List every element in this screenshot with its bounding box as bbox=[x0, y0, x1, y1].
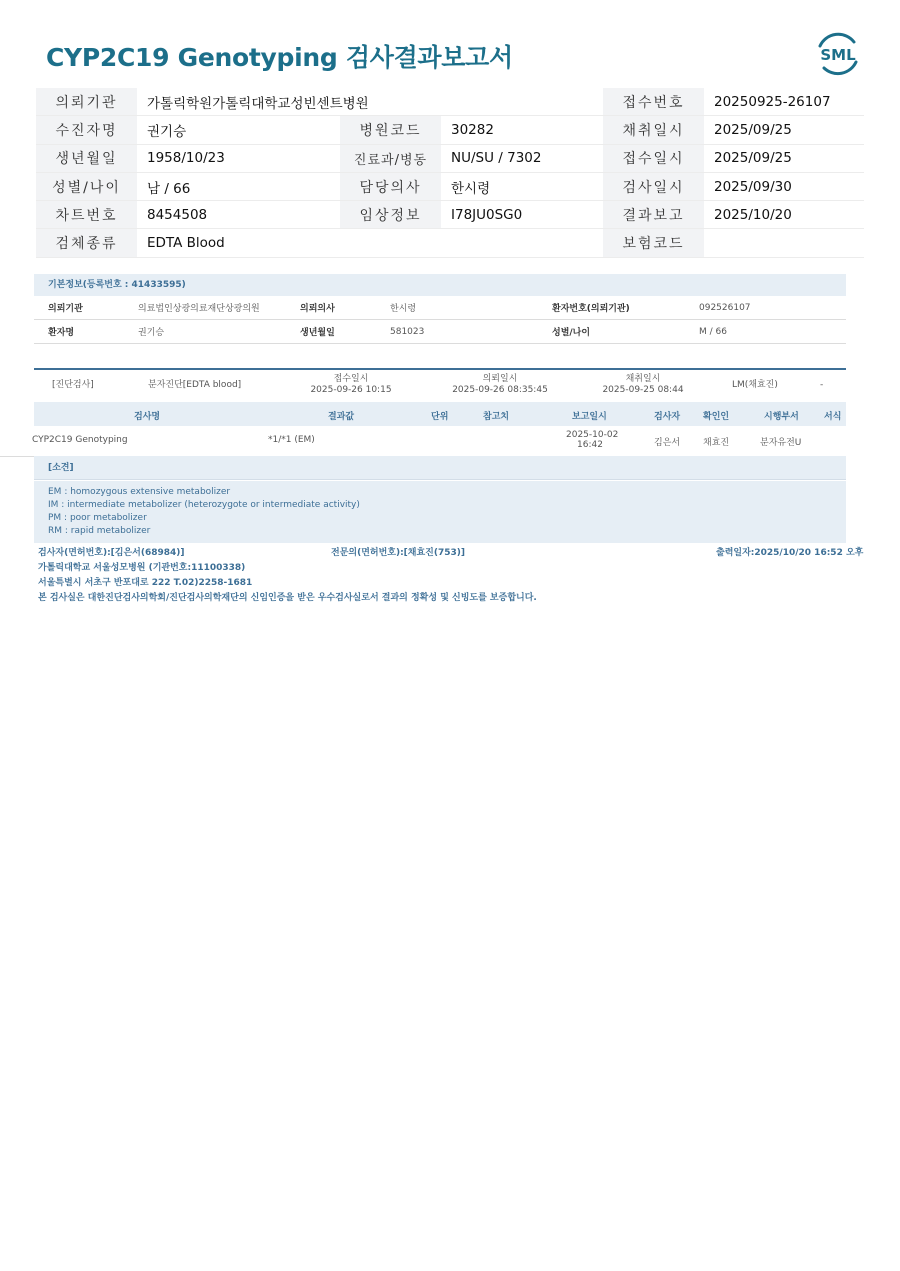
col-value: 결과값 bbox=[328, 412, 355, 422]
order-test-type: 분자진단[EDTA blood] bbox=[148, 380, 242, 390]
footer-printed: 출력일자:2025/10/20 16:52 오후 bbox=[716, 548, 864, 558]
footer-hospital: 가톨릭대학교 서울성모병원 (기관번호:11100338) bbox=[38, 563, 246, 573]
label-dob: 생년월일 bbox=[36, 144, 137, 172]
result-tester: 김은서 bbox=[654, 438, 681, 448]
basic-patient-no-label: 환자번호(의뢰기관) bbox=[538, 296, 685, 320]
report-date: 2025/10/20 bbox=[704, 201, 864, 229]
test-date: 2025/09/30 bbox=[704, 172, 864, 200]
label-dept: 진료과/병동 bbox=[340, 144, 441, 172]
basic-info-header: 기본정보(등록번호 : 41433595) bbox=[34, 274, 846, 296]
basic-org-label: 의뢰기관 bbox=[34, 296, 124, 320]
result-value: *1/*1 (EM) bbox=[268, 435, 315, 445]
comment-header: [소견] bbox=[34, 456, 846, 480]
col-reference: 참고치 bbox=[483, 412, 510, 422]
specimen: EDTA Blood bbox=[137, 229, 603, 257]
result-table-header bbox=[34, 402, 846, 426]
dept: NU/SU / 7302 bbox=[441, 144, 603, 172]
order-request-value: 2025-09-26 08:35:45 bbox=[452, 385, 548, 395]
col-tester: 검사자 bbox=[654, 412, 681, 422]
order-info-row bbox=[34, 370, 846, 402]
basic-dob: 581023 bbox=[376, 320, 538, 344]
result-test-name: CYP2C19 Genotyping bbox=[32, 435, 128, 445]
label-receipt-date: 접수일시 bbox=[603, 144, 704, 172]
collect-date: 2025/09/25 bbox=[704, 116, 864, 144]
clinical-info: I78JU0SG0 bbox=[441, 201, 603, 229]
basic-sex: M / 66 bbox=[685, 320, 846, 344]
order-receipt-value: 2025-09-26 10:15 bbox=[310, 385, 392, 395]
order-lm: LM(채효진) bbox=[732, 380, 778, 390]
receipt-date: 2025/09/25 bbox=[704, 144, 864, 172]
basic-doctor-label: 의뢰의사 bbox=[286, 296, 376, 320]
page-title: CYP2C19 Genotyping 검사결과보고서 bbox=[46, 43, 513, 72]
col-test-name: 검사명 bbox=[134, 412, 161, 422]
basic-org: 의료법인상광의료재단상광의원 bbox=[124, 296, 286, 320]
basic-name: 권기승 bbox=[124, 320, 286, 344]
chart-no: 8454508 bbox=[137, 201, 340, 229]
dob: 1958/10/23 bbox=[137, 144, 340, 172]
label-specimen: 검체종류 bbox=[36, 229, 137, 257]
result-confirmer: 채효진 bbox=[703, 438, 730, 448]
comment-line-rm: RM : rapid metabolizer bbox=[48, 526, 151, 536]
label-test-date: 검사일시 bbox=[603, 172, 704, 200]
col-report-date: 보고일시 bbox=[572, 412, 607, 422]
comment-line-pm: PM : poor metabolizer bbox=[48, 513, 147, 523]
label-sex-age: 성별/나이 bbox=[36, 172, 137, 200]
footer-address: 서울특별시 서초구 반포대로 222 T.02)2258-1681 bbox=[38, 578, 253, 588]
order-receipt bbox=[296, 374, 406, 396]
label-doctor: 담당의사 bbox=[340, 172, 441, 200]
basic-patient-no: 092526107 bbox=[685, 296, 846, 320]
logo-text: SML bbox=[820, 46, 856, 64]
result-report-time: 16:42 bbox=[577, 440, 603, 450]
order-receipt-label: 접수일시 bbox=[333, 374, 369, 384]
label-receipt-no: 접수번호 bbox=[603, 88, 704, 116]
order-collect-label: 채취일시 bbox=[625, 374, 661, 384]
order-request-label: 의뢰일시 bbox=[482, 374, 518, 384]
label-clinical: 임상정보 bbox=[340, 201, 441, 229]
patient-name: 권기승 bbox=[137, 116, 340, 144]
insurance-code bbox=[704, 229, 864, 257]
comment-box bbox=[34, 481, 846, 543]
col-unit: 단위 bbox=[431, 412, 449, 422]
order-dash: - bbox=[820, 380, 824, 390]
label-hospital-code: 병원코드 bbox=[340, 116, 441, 144]
basic-dob-label: 생년월일 bbox=[286, 320, 376, 344]
requesting-org: 가톨릭학원가톨릭대학교성빈센트병원 bbox=[137, 88, 603, 116]
patient-info-grid bbox=[36, 88, 864, 258]
result-department: 분자유전U bbox=[760, 438, 802, 448]
sml-logo bbox=[814, 30, 862, 76]
footer-specialist: 전문의(면허번호):[채효진(753)] bbox=[331, 548, 466, 558]
label-patient: 수진자명 bbox=[36, 116, 137, 144]
footer-tester: 검사자(면허번호):[김은서(68984)] bbox=[38, 548, 185, 558]
basic-info-table bbox=[34, 296, 846, 344]
col-form: 서식 bbox=[824, 412, 842, 422]
result-report-datetime bbox=[566, 430, 619, 450]
basic-doctor: 한시령 bbox=[376, 296, 538, 320]
basic-sex-label: 성별/나이 bbox=[538, 320, 685, 344]
order-collect bbox=[588, 374, 698, 396]
col-confirmer: 확인인 bbox=[703, 412, 730, 422]
table-row bbox=[0, 427, 846, 457]
sex-age: 남 / 66 bbox=[137, 172, 340, 200]
comment-line-em: EM : homozygous extensive metabolizer bbox=[48, 487, 231, 497]
label-insurance: 보험코드 bbox=[603, 229, 704, 257]
label-report: 결과보고 bbox=[603, 201, 704, 229]
hospital-code: 30282 bbox=[441, 116, 603, 144]
footer-certification: 본 검사실은 대한진단검사의학회/진단검사의학재단의 신임인증을 받은 우수검사실로서 결과의 정확성 및 신빙도를 보증합니다. bbox=[38, 593, 537, 603]
label-collect-date: 채취일시 bbox=[603, 116, 704, 144]
basic-name-label: 환자명 bbox=[34, 320, 124, 344]
receipt-no: 20250925-26107 bbox=[704, 88, 864, 116]
order-category: [진단검사] bbox=[52, 380, 94, 390]
doctor: 한시령 bbox=[441, 172, 603, 200]
result-report-date: 2025-10-02 bbox=[566, 430, 619, 440]
label-chart-no: 차트번호 bbox=[36, 201, 137, 229]
order-collect-value: 2025-09-25 08:44 bbox=[602, 385, 684, 395]
comment-line-im: IM : intermediate metabolizer (heterozygote or intermediate activity) bbox=[48, 500, 360, 510]
label-requesting-org: 의뢰기관 bbox=[36, 88, 137, 116]
order-request bbox=[440, 374, 560, 396]
col-department: 시행부서 bbox=[764, 412, 799, 422]
